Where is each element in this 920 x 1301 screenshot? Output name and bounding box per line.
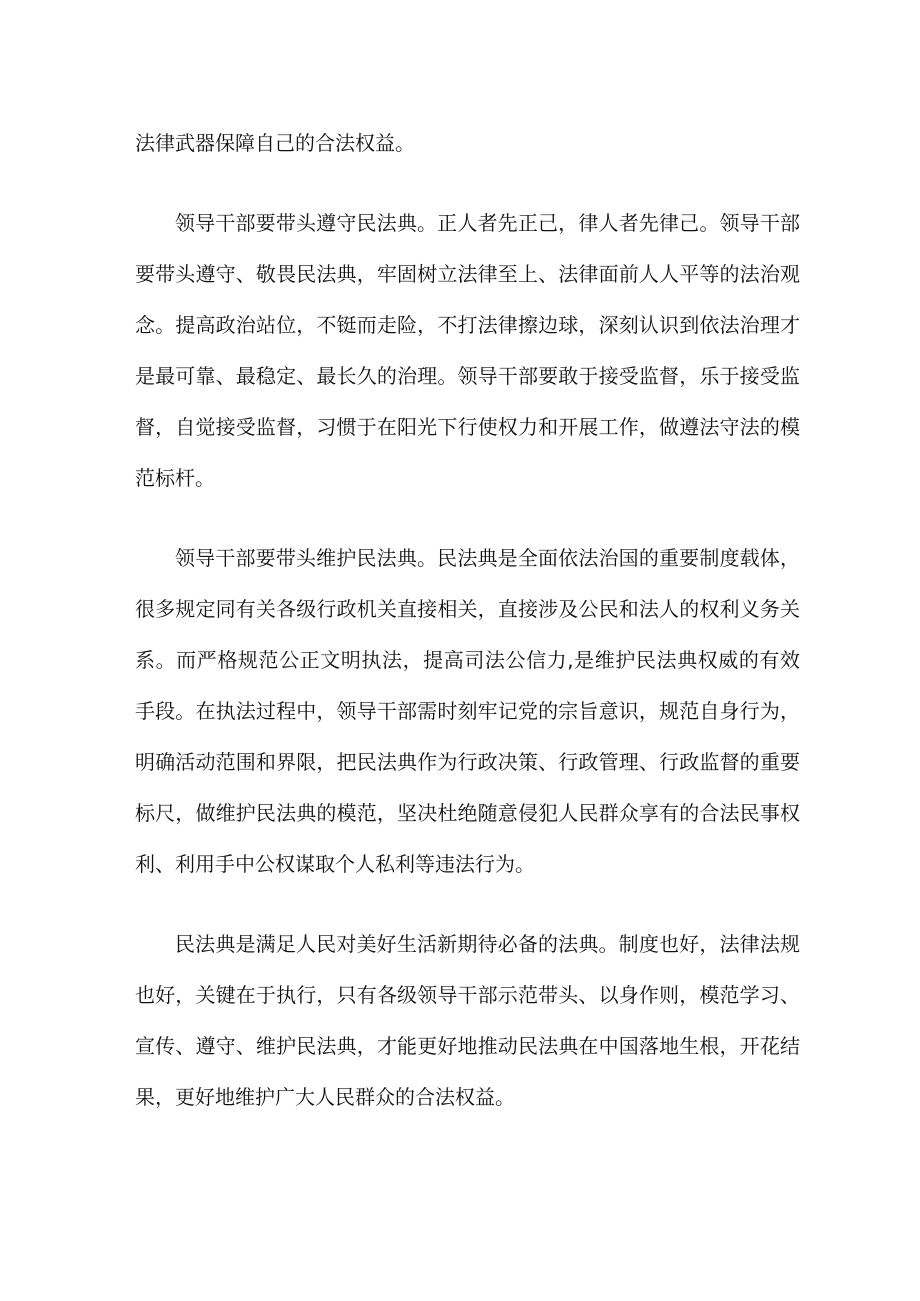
paragraph-uphold-civil-code: 领导干部要带头维护民法典。民法典是全面依法治国的重要制度载体，很多规定同有关各级行政机关直接相关，直接涉及公民和法人的权利义务关系。而严格规范公正文明执法，提高司法公信力,是维护民法典权威的有效手段。在执法过程中，领导干部需时刻牢记党的宗旨意识，规范自身行为，明确活动范围和界限，把民法典作为行政决策、行政管理、行政监督的重要标尺，做维护民法典的模范，坚决杜绝随意侵犯人民群众享有的合法民事权利、利用手中公权谋取个人私利等违法行为。 — [135, 546, 800, 876]
paragraph-observe-civil-code: 领导干部要带头遵守民法典。正人者先正己，律人者先律己。领导干部要带头遵守、敬畏民法典，牢固树立法律至上、法律面前人人平等的法治观念。提高政治站位，不铤而走险，不打法律擦边球，深刻认识到依法治理才是最可靠、最稳定、最长久的治理。领导干部要敢于接受监督，乐于接受监督，自觉接受监督，习惯于在阳光下行使权力和开展工作，做遵法守法的模范标杆。 — [135, 211, 800, 490]
document-body — [135, 118, 800, 1123]
paragraph-conclusion: 民法典是满足人民对美好生活新期待必备的法典。制度也好，法律法规也好，关键在于执行，只有各级领导干部示范带头、以身作则，模范学习、宣传、遵守、维护民法典，才能更好地推动民法典在中国落地生根，开花结果，更好地维护广大人民群众的合法权益。 — [135, 932, 800, 1109]
paragraph-continued: 法律武器保障自己的合法权益。 — [135, 131, 415, 155]
